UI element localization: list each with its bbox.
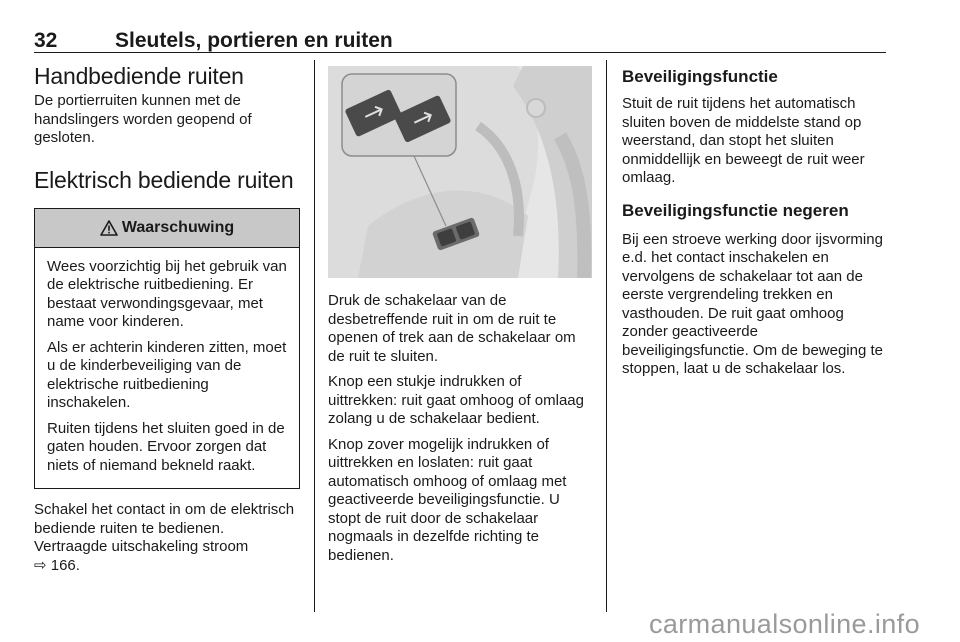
page-number: 32 — [34, 29, 58, 52]
warning-label: Waarschuwing — [121, 218, 235, 236]
watermark: carmanualsonline.info — [648, 609, 920, 639]
page-reference[interactable]: 166. — [50, 556, 80, 574]
warning-paragraph: Ruiten tijdens het sluiten goed in de gaten houden. Ervoor zorgen dat niets of niemand bekneld raakt. — [47, 419, 285, 474]
operation-paragraph: Knop zover mogelijk indrukken of uittrekken en loslaten: ruit gaat automatisch omhoog of omlaag met geactiveerde beveiligingsfunctie. U stopt de ruit door de schakelaar nogmaals in dezelfde richting te bedienen. — [328, 435, 567, 564]
warning-body — [35, 248, 299, 489]
warning-paragraph: Wees voorzichtig bij het gebruik van de elektrische ruitbediening. Er bestaat verwondingsgevaar, met name voor kinderen. — [47, 257, 287, 330]
operation-paragraph: Druk de schakelaar van de desbetreffende ruit in om de ruit te openen of trek aan de schakelaar om de ruit te sluiten. — [328, 292, 576, 365]
window-switch-illustration — [328, 66, 592, 278]
heading-electric-windows: Elektrisch bediende ruiten — [34, 166, 294, 193]
column-divider — [606, 60, 607, 612]
column-2 — [328, 60, 592, 565]
page-header — [34, 28, 886, 53]
column-1 — [34, 60, 300, 575]
override-safety-text: Bij een stroeve werking door ijsvorming e.d. het contact inschakelen en vervolgens de schakelaar tot aan de eerste vergrendeling trekken en vasthouden. De ruit gaat omhoog zonder geactiveerde beveiligingsfunctie. Om de beweging te stoppen, laat u de schakelaar los. — [622, 230, 883, 377]
heading-manual-windows: Handbediende ruiten — [34, 63, 244, 89]
operation-paragraph: Knop een stukje indrukken of uittrekken: ruit gaat omhoog of omlaag zolang u de schakelaar bedient. — [328, 373, 584, 427]
page-ref-arrow-icon: ⇨ — [34, 556, 47, 574]
manual-windows-text: De portierruiten kunnen met de handslingers worden geopend of gesloten. — [34, 92, 252, 146]
chapter-title: Sleutels, portieren en ruiten — [115, 29, 393, 52]
warning-box — [34, 208, 300, 490]
column-divider — [314, 60, 315, 612]
ignition-text-body: Schakel het contact in om de elektrisch bediende ruiten te bedienen. Vertraagde uitschakeling stroom — [34, 501, 295, 555]
column-3 — [622, 60, 888, 379]
door-panel-drawing — [328, 66, 592, 278]
heading-override-safety: Beveiligingsfunctie negeren — [622, 200, 849, 220]
warning-header — [35, 209, 299, 248]
warning-paragraph: Als er achterin kinderen zitten, moet u de kinderbeveiliging van de elektrische ruitbediening inschakelen. — [47, 338, 287, 411]
safety-function-text: Stuit de ruit tijdens het automatisch sluiten boven de middelste stand op weerstand, dan stopt het sluiten onmiddellijk en beweegt de ruit weer omlaag. — [622, 95, 865, 186]
heading-safety-function: Beveiligingsfunctie — [622, 67, 778, 86]
ignition-text — [34, 501, 300, 575]
warning-triangle-icon — [100, 220, 118, 236]
